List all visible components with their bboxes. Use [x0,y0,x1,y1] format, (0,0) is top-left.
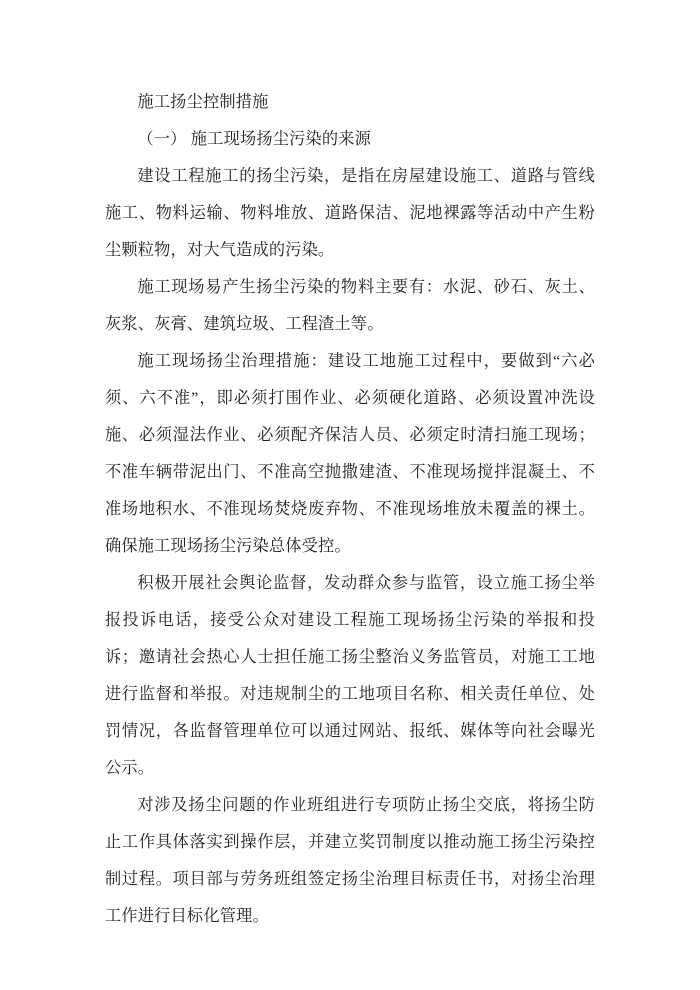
paragraph-dust-definition: 建设工程施工的扬尘污染，是指在房屋建设施工、道路与管线施工、物料运输、物料堆放、道路保洁、泥地裸露等活动中产生粉尘颗粒物，对大气造成的污染。 [105,167,595,259]
paragraph-public-supervision: 积极开展社会舆论监督，发动群众参与监管，设立施工扬尘举报投诉电话，接受公众对建设工程施工现场扬尘污染的举报和投诉；邀请社会热心人士担任施工扬尘整治义务监管员，对施工工地进行监督和举报。对违规制尘的工地项目名称、相关责任单位、处罚情况，各监督管理单位可以通过网站、报纸、媒体等向社会曝光公示。 [105,574,595,777]
paragraph-team-management: 对涉及扬尘问题的作业班组进行专项防止扬尘交底，将扬尘防止工作具体落实到操作层，并建立奖罚制度以推动施工扬尘污染控制过程。项目部与劳务班组签定扬尘治理目标责任书，对扬尘治理工作进行目标化管理。 [105,796,595,925]
doc-title: 施工扬尘控制措施 [137,93,269,111]
paragraph-dust-materials: 施工现场易产生扬尘污染的物料主要有：水泥、砂石、灰土、灰浆、灰膏、建筑垃圾、工程渣土等。 [105,278,595,333]
section-heading: （一） 施工现场扬尘污染的来源 [137,130,372,148]
paragraph-control-measures: 施工现场扬尘治理措施：建设工地施工过程中，要做到“六必须、六不准”，即必须打围作业、必须硬化道路、必须设置冲洗设施、必须湿法作业、必须配齐保洁人员、必须定时清扫施工现场；不准车辆带泥出门、不准高空抛撒建渣、不准现场搅拌混凝土、不准场地积水、不准现场焚烧废弃物、不准现场堆放未覆盖的裸土。确保施工现场扬尘污染总体受控。 [105,352,595,555]
